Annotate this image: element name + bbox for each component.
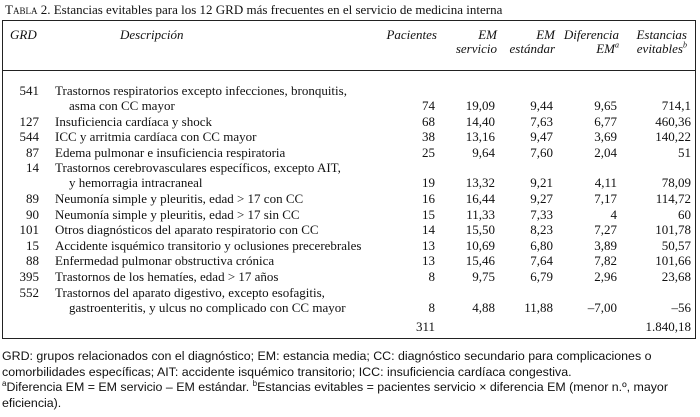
cell-em-servicio: 13,16: [465, 129, 495, 145]
cell-evitables: 714,1: [661, 98, 691, 113]
cell-grd: 89: [26, 191, 39, 206]
cell-evitables: 140,22: [655, 129, 691, 145]
cell-pacientes: 15: [422, 206, 435, 222]
cell-pacientes: 14: [422, 222, 435, 238]
cell-evitables: 51: [678, 144, 691, 160]
caption-label: Tabla 2.: [5, 2, 51, 17]
cell-em-estandar: 11,88: [524, 299, 553, 315]
cell-pacientes: 68: [422, 113, 435, 129]
header-diferencia-line2: $EM^a$: [596, 40, 619, 56]
header-rule: [3, 70, 695, 71]
cell-grd: 395: [19, 269, 39, 284]
cell-grd: 101: [19, 222, 39, 238]
cell-pacientes: 16: [422, 191, 435, 206]
cell-em-servicio: 11,33: [466, 206, 495, 222]
cell-em-servicio: 9,75: [472, 269, 495, 284]
cell-em-servicio: 19,09: [465, 98, 495, 113]
cell-em-servicio: 9,64: [472, 144, 495, 160]
cell-em-servicio: 14,40: [465, 113, 495, 129]
cell-diferencia: 9,65: [594, 98, 617, 113]
cell-em-estandar: 9,21: [530, 175, 553, 191]
cell-evitables: 460,36: [655, 113, 691, 129]
cell-em-servicio: 4,88: [472, 299, 495, 315]
cell-descripcion: Trastornos de los hematíes, edad > 17 años: [55, 269, 279, 284]
cell-grd: 87: [26, 144, 39, 160]
cell-em-estandar: 7,60: [530, 144, 553, 160]
cell-diferencia: –7,00: [587, 299, 617, 315]
cell-evitables: 114,72: [655, 191, 691, 206]
cell-grd: 88: [26, 253, 39, 269]
cell-em-estandar: 7,63: [530, 113, 553, 129]
cell-descripcion: Enfermedad pulmonar obstructiva crónica: [55, 253, 275, 269]
cell-em-estandar: 9,47: [530, 129, 553, 145]
cell-evitables: –56: [671, 299, 691, 315]
cell-em-servicio: 10,69: [465, 237, 495, 253]
data-table: [2, 20, 696, 339]
cell-diferencia: 4,11: [594, 175, 617, 191]
cell-diferencia: 2,96: [594, 269, 617, 284]
cell-grd: 541: [19, 83, 39, 98]
table-caption: [5, 2, 502, 18]
header-em-estandar-line2: estándar: [509, 41, 555, 56]
cell-pacientes: 74: [422, 98, 435, 113]
cell-evitables: 50,57: [661, 237, 691, 253]
cell-grd: 15: [26, 237, 39, 253]
cell-grd: 14: [26, 160, 39, 176]
cell-descripcion: Trastornos del aparato digestivo, excepto esofagitis,: [55, 284, 325, 300]
cell-em-servicio: 13,32: [465, 175, 495, 191]
header-diferencia-line1: Diferencia: [563, 27, 619, 42]
cell-diferencia: 7,82: [594, 253, 617, 269]
total-evitables: 1.840,18: [645, 319, 691, 334]
total-pacientes: 311: [415, 319, 435, 334]
cell-diferencia: 7,17: [594, 191, 617, 206]
cell-pacientes: 8: [428, 269, 435, 284]
cell-descripcion: Accidente isquémico transitorio y oclusiones precerebrales: [55, 237, 362, 253]
cell-descripcion: Otros diagnósticos del aparato respiratorio con CC: [55, 222, 319, 238]
cell-diferencia: 3,69: [594, 129, 617, 145]
cell-descripcion: Edema pulmonar e insuficiencia respiratoria: [55, 144, 286, 160]
cell-pacientes: 25: [422, 144, 435, 160]
cell-em-estandar: 8,23: [530, 222, 553, 238]
table-notes: [2, 349, 696, 411]
cell-diferencia: 6,77: [594, 113, 617, 129]
header-em-servicio-line1: EM: [478, 27, 497, 42]
cell-em-servicio: 15,50: [465, 222, 495, 238]
cell-grd: 552: [19, 284, 39, 300]
header-em-servicio-line2: servicio: [455, 41, 497, 56]
cell-descripcion: Neumonía simple y pleuritis, edad > 17 con CC: [55, 191, 304, 206]
cell-em-servicio: 15,46: [465, 253, 495, 269]
footnotes: $^a$Diferencia EM = EM servicio – EM estándar. $^b$Estancias evitables = pacientes servicio × diferencia EM (menor n.º, mayor eficiencia).: [2, 379, 668, 410]
cell-em-estandar: 7,64: [530, 253, 553, 269]
cell-pacientes: 13: [422, 253, 435, 269]
cell-grd: 90: [26, 206, 39, 222]
header-grd: GRD: [10, 27, 37, 42]
cell-evitables: 101,66: [655, 253, 691, 269]
cell-em-estandar: 9,27: [530, 191, 553, 206]
cell-descripcion: Neumonía simple y pleuritis, edad > 17 sin CC: [55, 206, 300, 222]
cell-evitables: 60: [678, 206, 691, 222]
cell-diferencia: 3,89: [594, 237, 617, 253]
cell-em-servicio: 16,44: [465, 191, 495, 206]
abbreviations-note: GRD: grupos relacionados con el diagnóstico; EM: estancia media; CC: diagnóstico secundario para complicaciones o comorbilidades específicas; AIT: accidente isquémico transitorio; ICC: insuficiencia cardíaca congestiva.: [2, 349, 652, 379]
cell-descripcion: y hemorragia intracraneal: [69, 175, 203, 191]
cell-descripcion: Insuficiencia cardíaca y shock: [55, 113, 213, 129]
cell-evitables: 23,68: [661, 269, 691, 284]
cell-descripcion: asma con CC mayor: [69, 98, 175, 113]
cell-descripcion: gastroenteritis, y ulcus no complicado con CC mayor: [69, 299, 346, 315]
cell-diferencia: 4: [610, 206, 617, 222]
cell-pacientes: 13: [422, 237, 435, 253]
caption-text: Estancias evitables para los 12 GRD más frecuentes en el servicio de medicina interna: [53, 2, 503, 17]
header-pacientes: Pacientes: [386, 27, 437, 42]
cell-diferencia: 2,04: [594, 144, 617, 160]
cell-pacientes: 38: [422, 129, 435, 145]
cell-descripcion: Trastornos cerebrovasculares específicos, excepto AIT,: [55, 160, 341, 176]
cell-pacientes: 8: [428, 299, 435, 315]
cell-em-estandar: 7,33: [530, 206, 553, 222]
cell-diferencia: 7,27: [594, 222, 617, 238]
cell-evitables: 101,78: [655, 222, 691, 238]
cell-pacientes: 19: [422, 175, 435, 191]
header-descripcion: Descripción: [120, 27, 184, 42]
cell-descripcion: Trastornos respiratorios excepto infecciones, bronquitis,: [55, 83, 347, 98]
header-em-estandar-line1: EM: [536, 27, 555, 42]
header-estancias-line2: evitables$^b$: [636, 40, 687, 56]
cell-em-estandar: 9,44: [530, 98, 553, 113]
cell-em-estandar: 6,80: [530, 237, 553, 253]
cell-grd: 127: [19, 113, 39, 129]
cell-descripcion: ICC y arritmia cardíaca con CC mayor: [55, 129, 257, 145]
cell-evitables: 78,09: [661, 175, 691, 191]
header-estancias-line1: Estancias: [636, 27, 687, 42]
cell-em-estandar: 6,79: [530, 269, 553, 284]
cell-grd: 544: [19, 129, 39, 145]
